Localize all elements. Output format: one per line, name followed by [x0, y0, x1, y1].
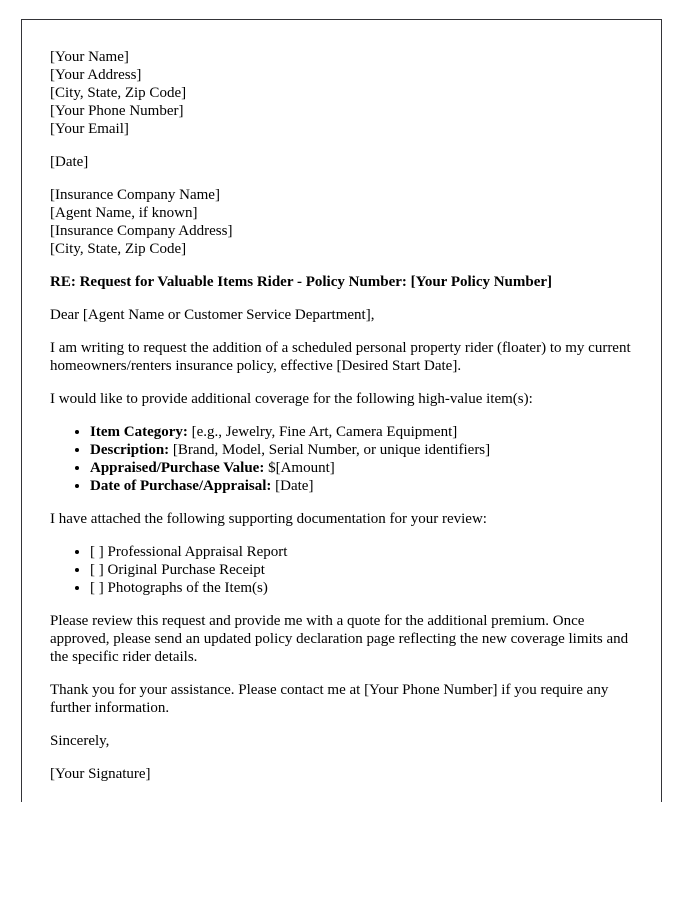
list-item-purchase-receipt: • [ ] Original Purchase Receipt	[90, 561, 634, 579]
intro-paragraph: I am writing to request the addition of a scheduled personal property rider (floater) to my current homeowners/renters insurance policy, effective [Desired Start Date].	[50, 340, 631, 374]
list-item-category	[90, 423, 634, 441]
list-item-description	[90, 441, 634, 459]
sender-address-block	[50, 48, 634, 138]
coverage-intro-paragraph: I would like to provide additional coverage for the following high-value item(s):	[50, 391, 533, 407]
item-purchase-date-label: Date of Purchase/Appraisal:	[90, 478, 272, 494]
recipient-address-block	[50, 186, 634, 258]
sender-email-line: [Your Email]	[50, 121, 129, 137]
list-item-purchase-date	[90, 477, 634, 495]
item-description-value: [Brand, Model, Serial Number, or unique identifiers]	[172, 442, 491, 458]
list-item-photographs: • [ ] Photographs of the Item(s)	[90, 579, 634, 597]
sender-phone-line: [Your Phone Number]	[50, 103, 184, 119]
thank-you-paragraph: Thank you for your assistance. Please contact me at [Your Phone Number] if you require any further information.	[50, 682, 609, 716]
list-item-appraisal-report: • [ ] Professional Appraisal Report	[90, 543, 634, 561]
sender-name-line: [Your Name]	[50, 49, 129, 65]
salutation-line: Dear [Agent Name or Customer Service Department],	[50, 307, 375, 323]
sender-city-state-zip-line: [City, State, Zip Code]	[50, 85, 187, 101]
signature-line: [Your Signature]	[50, 766, 151, 782]
recipient-city-state-zip-line: [City, State, Zip Code]	[50, 241, 187, 257]
subject-line: RE: Request for Valuable Items Rider - Policy Number: [Your Policy Number]	[50, 274, 553, 290]
recipient-company-address-line: [Insurance Company Address]	[50, 223, 233, 239]
letter-body-frame	[21, 19, 662, 802]
date-line: [Date]	[50, 154, 89, 170]
item-value-value: $[Amount]	[268, 460, 335, 476]
closing-line: Sincerely,	[50, 733, 110, 749]
item-details-list	[50, 423, 634, 495]
attachments-intro-paragraph: I have attached the following supporting documentation for your review:	[50, 511, 487, 527]
attachments-list	[50, 543, 634, 597]
item-category-label: Item Category:	[90, 424, 188, 440]
item-description-label: Description:	[90, 442, 170, 458]
sender-address-line: [Your Address]	[50, 67, 142, 83]
item-value-label: Appraised/Purchase Value:	[90, 460, 265, 476]
list-item-value	[90, 459, 634, 477]
review-request-paragraph: Please review this request and provide me with a quote for the additional premium. Once approved, please send an updated policy declaration page reflecting the new coverage limits and the specific rider details.	[50, 613, 629, 665]
recipient-company-name-line: [Insurance Company Name]	[50, 187, 220, 203]
item-purchase-date-value: [Date]	[275, 478, 314, 494]
recipient-agent-name-line: [Agent Name, if known]	[50, 205, 198, 221]
item-category-value: [e.g., Jewelry, Fine Art, Camera Equipment]	[191, 424, 458, 440]
